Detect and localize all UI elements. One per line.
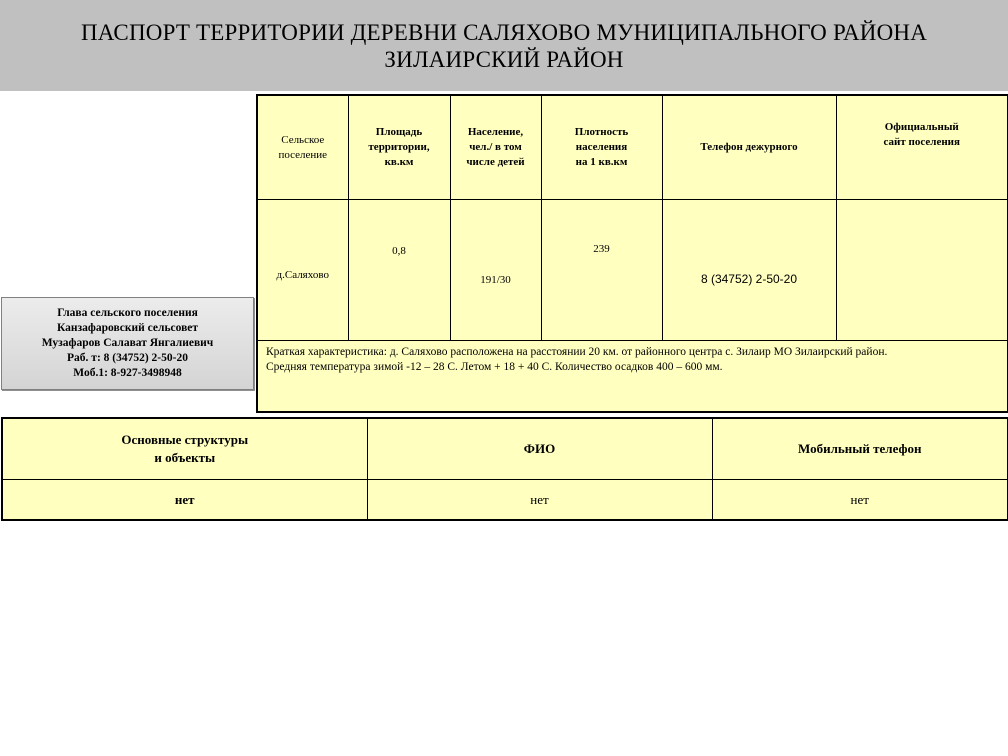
header-density: Плотность населения на 1 кв.км bbox=[541, 95, 662, 200]
header-population: Население, чел./ в том числе детей bbox=[450, 95, 541, 200]
header-mobile-phone: Мобильный телефон bbox=[712, 418, 1008, 480]
structures-fio-value: нет bbox=[367, 480, 712, 521]
structures-table bbox=[1, 417, 1008, 521]
structures-mobile-value: нет bbox=[712, 480, 1008, 521]
value-population: 191/30 bbox=[450, 200, 541, 341]
header-website: Официальный сайт поселения bbox=[836, 95, 1008, 200]
description-line-1: Краткая характеристика: д. Саляхово расположена на расстоянии 20 км. от районного центра с. Зилаир МО Зилаирский район. bbox=[266, 346, 888, 358]
value-website bbox=[836, 200, 1008, 341]
passport-description-row bbox=[257, 341, 1008, 413]
head-title: Глава сельского поселения bbox=[57, 307, 198, 319]
page-title-bar bbox=[0, 0, 1008, 91]
header-structures-objects: Основные структуры и объекты bbox=[2, 418, 367, 480]
header-duty-phone: Телефон дежурного bbox=[662, 95, 836, 200]
description-line-2: Средняя температура зимой -12 – 28 С. Летом + 18 + 40 С. Количество осадков 400 – 600 мм. bbox=[266, 361, 723, 373]
page-title-line-2: ЗИЛАИРСКИЙ РАЙОН bbox=[384, 46, 624, 72]
head-mobile-phone: Моб.1: 8-927-3498948 bbox=[73, 367, 182, 379]
territory-passport-table bbox=[256, 94, 1008, 413]
value-duty-phone: 8 (34752) 2-50-20 bbox=[662, 200, 836, 341]
structures-objects-value: нет bbox=[2, 480, 367, 521]
passport-header-row bbox=[257, 95, 1008, 200]
head-of-settlement-box bbox=[1, 297, 254, 390]
header-settlement: Сельское поселение bbox=[257, 95, 348, 200]
header-area: Площадь территории, кв.км bbox=[348, 95, 450, 200]
structures-header-row bbox=[2, 418, 1008, 480]
head-council: Канзафаровский сельсовет bbox=[56, 322, 199, 334]
head-name: Музафаров Салават Янгалиевич bbox=[41, 337, 214, 349]
header-fio: ФИО bbox=[367, 418, 712, 480]
passport-values-row bbox=[257, 200, 1008, 341]
value-settlement: д.Саляхово bbox=[257, 200, 348, 341]
description-cell bbox=[257, 341, 1008, 413]
head-work-phone: Раб. т: 8 (34752) 2-50-20 bbox=[67, 352, 188, 364]
structures-data-row bbox=[2, 480, 1008, 521]
value-density: 239 bbox=[541, 200, 662, 341]
value-area: 0,8 bbox=[348, 200, 450, 341]
page-title-line-1: ПАСПОРТ ТЕРРИТОРИИ ДЕРЕВНИ САЛЯХОВО МУНИЦИПАЛЬНОГО РАЙОНА bbox=[80, 19, 928, 45]
